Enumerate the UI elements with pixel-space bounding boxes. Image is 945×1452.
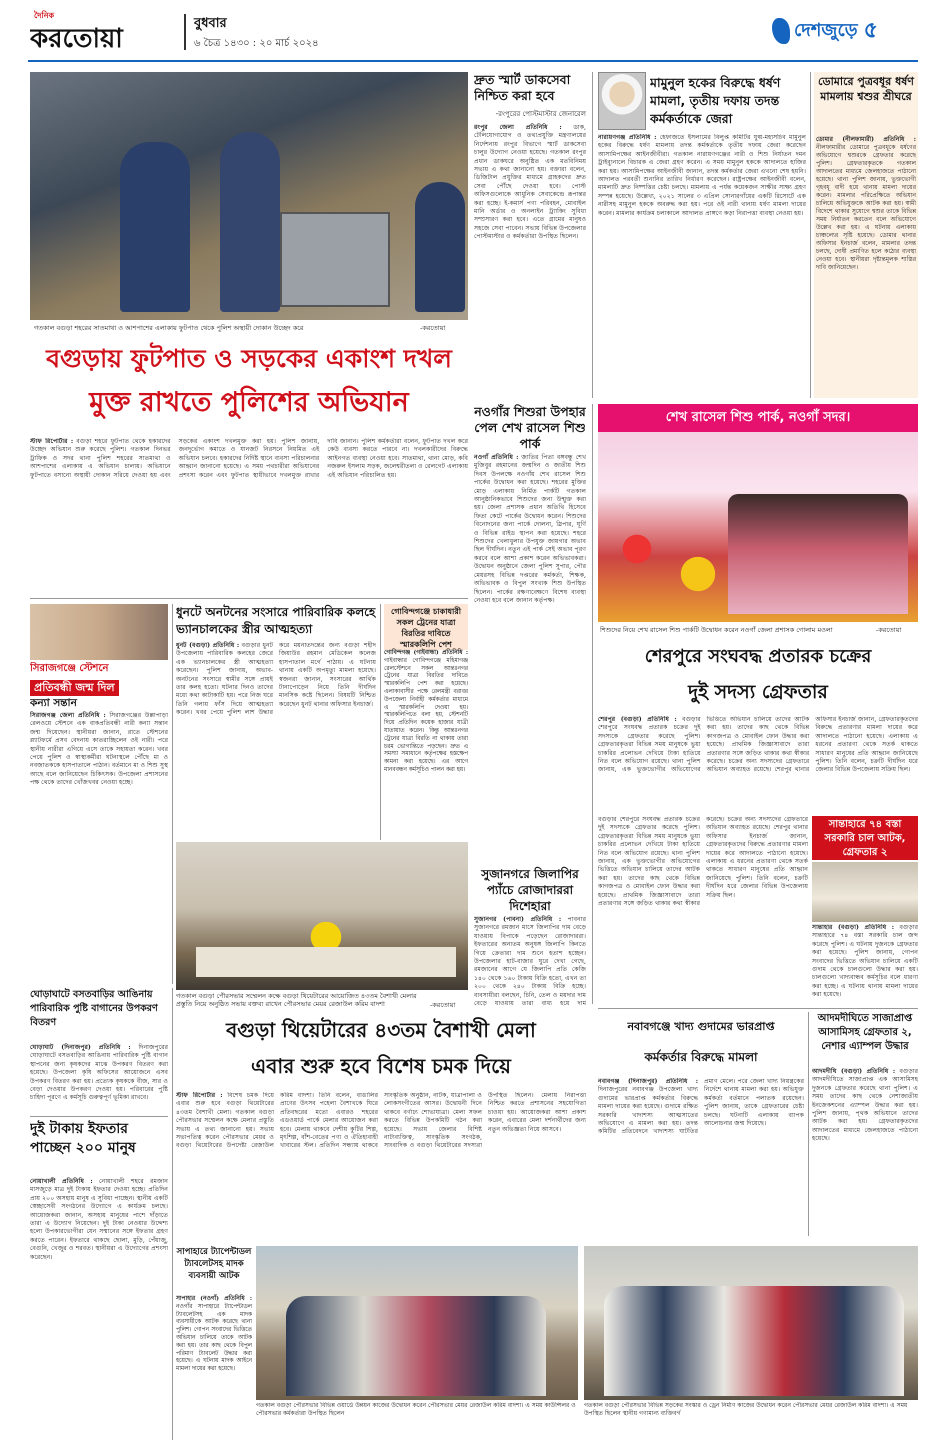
shwashur-article: [814, 72, 918, 398]
sherpur-byline: শেরপুর (বগুড়া) প্রতিনিধি :: [598, 716, 677, 723]
boishakhi-body-text: বিশেষ চমক দিয়ে এবার শুরু হবে বগুড়া থিয়েটারের ৪৩তম বৈশাখী মেলা। গতকাল বগুড়া পৌরসভার সম্মেলন কক্ষে মেলার প্রস্তুতি সভায় এ তথ্য জানানো হয়। সভায় সভাপতিত্ব করেন পৌরসভার মেয়র ও বগুড়া থিয়েটারের উপদেষ্টা রেজাউল করিম বাদশা। তিনি বলেন, বাঙালির প্রাণের উৎসব পহেলা বৈশাখকে ঘিরে প্রতিবছরের মতো এবারও শহরের এডওয়ার্ড পার্কে মেলার আয়োজন করা হবে। মেলায় থাকবে দেশীয় কুটির শিল্প, মৃৎশিল্প, বাঁশ-বেতের পণ্য ও ঐতিহ্যবাহী খাবারের স্টল। প্রতিদিন সন্ধ্যায় থাকবে সাংস্কৃতিক অনুষ্ঠান, নাটক, যাত্রাপালা ও লোকসংগীতের আসর। উদ্বোধনী দিনে থাকবে বর্ণাঢ্য শোভাযাত্রা। মেলা সফল করতে বিভিন্ন উপকমিটি গঠন করা হয়েছে। সভায় জেলার বিশিষ্ট নাট্যব্যক্তিত্ব, সাংস্কৃতিক সংগঠক, সাংবাদিক ও বগুড়া থিয়েটারের সদস্যরা উপস্থিত ছিলেন। মেলায় নিরাপত্তা নিশ্চিত করতে প্রশাসনের সহযোগিতা চাওয়া হয়। আয়োজকরা আশা প্রকাশ করেন, এবারের মেলা দর্শনার্থীদের জন্য নতুন অভিজ্ঞতা নিয়ে আসবে।: [176, 1092, 586, 1150]
lead-photo-caption: গতকাল বগুড়া শহরের সাতমাথা ও আশপাশের এলাকায় ফুটপাত থেকে পুলিশ অস্থায়ী দোকান উচ্ছেদ করে: [34, 324, 304, 332]
sherpur-headline-line2: দুই সদস্য গ্রেফতার: [688, 681, 828, 703]
meeting-photo: [176, 842, 468, 990]
sapahar-body: [176, 1296, 252, 1374]
lead-headline-line2: মুক্ত রাখতে পুলিশের অভিযান: [89, 387, 409, 418]
mamunul-body-text: হেফাজতে ইসলামের বিলুপ্ত কমিটির যুগ্ম-মহাসচিব মামুনুল হকের বিরুদ্ধে ধর্ষণ মামলায় তদন্ত কর্মকর্তাকে তৃতীয় দফায় জেরা করেছেন আসামিপক্ষের আইনজীবীরা। গতকাল নারায়ণগঞ্জের নারী ও শিশু নির্যাতন দমন ট্রাইব্যুনালে বিচারক এ জেরা গ্রহণ করেন। এ সময় মামুনুল হককে আদালতে হাজির করা হয়। আসামিপক্ষের আইনজীবী জানান, তদন্ত কর্মকর্তার জেরা এখনো শেষ হয়নি। আদালত পরবর্তী শুনানির তারিখ নির্ধারণ করেছেন। রাষ্ট্রপক্ষের আইনজীবী বলেন, মামলাটি দ্রুত নিষ্পত্তির চেষ্টা চলছে। মামলায় এ পর্যন্ত কয়েকজন সাক্ষীর সাক্ষ্য গ্রহণ সম্পন্ন হয়েছে। উল্লেখ্য, ২০২১ সালের ৩ এপ্রিল সোনারগাঁয়ের একটি রিসোর্টে এক নারীসহ মামুনুল হককে অবরুদ্ধ করা হয়। পরে ওই নারী থানায় ধর্ষণ মামলা দায়ের করেন। মামলার কার্যক্রম চলাকালে আদালত প্রাঙ্গণে কড়া নিরাপত্তা ব্যবস্থা নেওয়া হয়।: [598, 134, 806, 217]
police-figure: [415, 182, 465, 312]
adamdighi-body-text: বগুড়ার আদমদীঘিতে সাজাপ্রাপ্ত এক আসামিসহ দুজনকে গ্রেফতার করেছে থানা পুলিশ। এ সময় তাদের কাছ থেকে নেশাজাতীয় ইনজেকশনের এ্যাম্পল উদ্ধার করা হয়। পুলিশ জানায়, পৃথক অভিযানে তাদের আটক করা হয়। গ্রেফতারকৃতদের আদালতের মাধ্যমে জেলহাজতে পাঠানো হয়েছে।: [812, 1068, 918, 1143]
balloon-cluster: [612, 524, 662, 574]
station-article: [30, 662, 168, 982]
adamdighi-body: [812, 1068, 918, 1144]
iftar-article: [30, 1120, 168, 1440]
daksheba-body: [474, 124, 586, 242]
gobindaganj-body: [384, 650, 468, 775]
mamunul-body: [598, 134, 806, 398]
sherpur-body-text-cont: বগুড়ার শেরপুরে সংঘবদ্ধ প্রতারক চক্রের দুই সদস্যকে গ্রেফতার করেছে পুলিশ। গ্রেফতারকৃতরা বিভিন্ন সময় মানুষকে ভুয়া চাকরির প্রলোভন দেখিয়ে টাকা হাতিয়ে নিত বলে অভিযোগ রয়েছে। থানা পুলিশ জানায়, এক ভুক্তভোগীর অভিযোগের ভিত্তিতে অভিযান চালিয়ে তাদের আটক করা হয়। তাদের কাছ থেকে বিভিন্ন কাগজপত্র ও মোবাইল ফোন উদ্ধার করা হয়েছে। প্রাথমিক জিজ্ঞাসাবাদে তারা প্রতারণার সঙ্গে জড়িত থাকার কথা স্বীকার করেছে। চক্রের অন্য সদস্যদের গ্রেফতারে অভিযান অব্যাহত রয়েছে। শেরপুর থানার অফিসার ইনচার্জ জানান, গ্রেফতারকৃতদের বিরুদ্ধে প্রতারণার মামলা দায়ের করে আদালতে পাঠানো হয়েছে। এলাকায় এ ধরনের প্রতারণা থেকে সতর্ক থাকতে সাধারণ মানুষের প্রতি আহ্বান জানিয়েছে পুলিশ। তিনি বলেন, চক্রটি দীর্ঘদিন ধরে জেলার বিভিন্ন উপজেলায় সক্রিয় ছিল।: [598, 816, 808, 908]
meeting-photo-credit: -করতোয়া: [430, 1001, 456, 1009]
park-banner: শেখ রাসেল শিশু পার্ক, নওগাঁ সদর।: [598, 404, 918, 432]
station-body: [30, 712, 168, 788]
mamunul-headline: মামুনুল হকের বিরুদ্ধে ধর্ষণ মামলা, তৃতীয় দফায় তদন্ত কর্মকর্তাকে জেরা: [650, 75, 781, 126]
shwashur-byline: ডোমার (নীলফামারী) প্রতিনিধি :: [816, 136, 916, 143]
mamunul-byline: নারায়ণগঞ্জ প্রতিনিধি :: [598, 134, 657, 141]
santahar-body: [812, 924, 918, 1004]
sapahar-headline: সাপাহারে ট্যাপেন্টাডল ট্যাবলেটসহ মাদক ব্যবসায়ী আটক: [176, 1247, 252, 1281]
station-body-text: সিরাজগঞ্জের উল্লাপাড়া রেলওয়ে স্টেশনে এক বাকপ্রতিবন্ধী নারী কন্যা সন্তান জন্ম দিয়েছেন। স্থানীয়রা জানান, রাতে স্টেশনের প্ল্যাটফর্মে প্রসব বেদনায় কাতরাচ্ছিলেন ওই নারী। পরে স্থানীয় নারীরা এগিয়ে এসে তাকে সহায়তা করেন। খবর পেয়ে পুলিশ ও স্বাস্থ্যকর্মীরা ঘটনাস্থলে পৌঁছে মা ও নবজাতককে হাসপাতালে পাঠান। বর্তমানে মা ও শিশু সুস্থ আছে বলে জানিয়েছেন চিকিৎসক। উপজেলা প্রশাসনের পক্ষ থেকে তাদের খোঁজখবর নেওয়া হচ্ছে।: [30, 712, 168, 787]
sherpur-headline-line1: শেরপুরে সংঘবদ্ধ প্রতারক চক্রের: [644, 646, 872, 667]
naogaon-article: [474, 404, 586, 860]
daksheba-byline: রংপুর জেলা প্রতিনিধি :: [474, 124, 562, 131]
lead-body-text: বগুড়া শহরে ফুটপাত থেকে হকারদের উচ্ছেদ অভিযান শুরু করেছে পুলিশ। গতকাল দিনভর ট্রাফিক ও সদর থানা পুলিশ শহরের সাতমাথা ও আশপাশের এলাকায় এ অভিযান চালায়। অভিযানে ফুটপাতে বসানো অস্থায়ী দোকান সরিয়ে দেওয়া হয় এবং সড়কের একাংশ দখলমুক্ত করা হয়। পুলিশ জানায়, জনদুর্ভোগ কমাতে ও যানজট নিরসনে নিয়মিত এই অভিযান চলবে। হকারদের নির্দিষ্ট স্থানে ব্যবসা পরিচালনার আহ্বান জানানো হয়েছে। এ সময় পথচারীরা অভিযানের প্রশংসা করেন এবং ফুটপাত স্থায়ীভাবে দখলমুক্ত রাখার দাবি জানান। পুলিশ কর্মকর্তারা বলেন, ফুটপাত দখল করে কেউ ব্যবসা করতে পারবে না। দখলকারীদের বিরুদ্ধে আইনগত ব্যবস্থা নেওয়া হবে। সাতমাথা, থানা মোড়, কবি নজরুল ইসলাম সড়ক, জলেশ্বরীতলা ও রেলগেট এলাকায় এই অভিযান পরিচালিত হয়।: [30, 438, 468, 479]
adamdighi-article: [812, 1012, 918, 1236]
meeting-table: [196, 947, 456, 977]
santahar-headline: সান্তাহারে ৭৪ বস্তা সরকারি চাল আটক, গ্রেফতার ২: [812, 816, 918, 860]
adamdighi-byline: আদমদীঘি (বগুড়া) প্রতিনিধি :: [812, 1068, 896, 1075]
jilapi-body: [474, 916, 586, 1004]
rice-sacks-photo: [812, 862, 918, 922]
santahar-body-text: বগুড়ার সান্তাহারে ৭৪ বস্তা সরকারি চাল জব্দ করেছে পুলিশ। এ ঘটনায় দুজনকে গ্রেফতার করা হয়েছে। পুলিশ জানায়, গোপন সংবাদের ভিত্তিতে অভিযান চালিয়ে একটি গুদাম থেকে চালগুলো উদ্ধার করা হয়। চালগুলো খাদ্যবান্ধব কর্মসূচির বলে ধারণা করা হচ্ছে। এ ঘটনায় থানায় মামলা দায়ের করা হয়েছে।: [812, 924, 918, 999]
sapahar-body-text: নওগাঁর সাপাহারে ট্যাপেন্টাডল ট্যাবলেটসহ এক মাদক ব্যবসায়ীকে আটক করেছে থানা পুলিশ। গোপন সংবাদের ভিত্তিতে অভিযান চালিয়ে তাকে আটক করা হয়। তার কাছ থেকে বিপুল পরিমাণ ট্যাবলেট উদ্ধার করা হয়েছে। এ ঘটনায় মাদক আইনে মামলা দায়ের করা হয়েছে।: [176, 1303, 252, 1373]
boishakhi-headline-line1: বগুড়া থিয়েটারের ৪৩তম বৈশাখী মেলা: [226, 1018, 536, 1042]
dhunot-headline: ধুনটে অনটনের সংসারে পারিবারিক কলহে ভ্যানচালকের স্ত্রীর আত্মহত্যা: [176, 605, 376, 636]
boishakhi-body: [176, 1092, 586, 1242]
boishakhi-byline: স্টাফ রিপোর্টার :: [176, 1092, 223, 1099]
iftar-body: [30, 1178, 168, 1262]
lead-byline: স্টাফ রিপোর্টার :: [30, 438, 74, 445]
nababganj-headline: [598, 1012, 804, 1076]
bottom-photo-1: [256, 1246, 578, 1400]
ghoraghat-body-text: দিনাজপুরের ঘোড়াঘাটে বসতবাড়ির আঙিনায় পারিবারিক পুষ্টি বাগান স্থাপনের জন্য কৃষকদের মাঝে উপকরণ বিতরণ করা হয়েছে। উপজেলা কৃষি অফিসের আয়োজনে এসব উপকরণ বিতরণ করা হয়। প্রত্যেক কৃষককে বীজ, সার ও বেড়া দেওয়ার উপকরণ দেওয়া হয়। পরিবারের পুষ্টি চাহিদা পূরণে এ কর্মসূচি গুরুত্বপূর্ণ ভূমিকা রাখবে।: [30, 1044, 168, 1102]
weekday: বুধবার: [194, 16, 227, 31]
gobindaganj-headline: গোবিন্দগঞ্জে চাকাধারী সকল ট্রেনের যাত্রা বিরতির দাবিতে স্মারকলিপি পেশ: [384, 604, 468, 650]
ghoraghat-article: [30, 988, 168, 1114]
jilapi-byline: সুজানগর (পাবনা) প্রতিনিধি :: [474, 916, 562, 923]
adamdighi-headline: আদমদীঘিতে সাজাপ্রাপ্ত আসামিসহ গ্রেফতার ২, নেশার এ্যাম্পল উদ্ধার: [817, 1013, 913, 1052]
bottom-photo-2: [584, 1246, 918, 1400]
nababganj-headline-line1: নবাবগঞ্জে খাদ্য গুদামের ভারপ্রাপ্ত: [627, 1020, 775, 1033]
ghoraghat-body: [30, 1044, 168, 1112]
paper-logo-small: দৈনিক: [34, 11, 55, 20]
people-group: [286, 1296, 546, 1396]
vendor-cart: [280, 212, 390, 307]
boishakhi-headline: [176, 1012, 586, 1092]
gobindaganj-article: [384, 604, 468, 840]
park-photo: [598, 404, 918, 622]
daksheba-article: [474, 72, 586, 398]
section-name: দেশজুড়ে: [794, 19, 858, 41]
bottom-photo-1-caption: গতকাল বগুড়া পৌরসভার বিভিন্ন ওয়ার্ডে উন্নয়ন কাজের উদ্বোধন করেন পৌরসভার মেয়র রেজাউল করিম বাদশা। এ সময় কাউন্সিলর ও পৌরসভার কর্মকর্তারা উপস্থিত ছিলেন: [256, 1402, 576, 1417]
jilapi-headline: সুজানগরে জিলাপির প্যাঁচে রোজাদাররা দিশেহারা: [481, 867, 579, 913]
lead-headline: [30, 338, 468, 434]
ghoraghat-byline: ঘোড়াঘাট (দিনাজপুর) প্রতিনিধি :: [30, 1044, 131, 1051]
paper-logo: [30, 10, 180, 56]
naogaon-headline: নওগাঁর শিশুরা উপহার পেল শেখ রাসেল শিশু পার্ক: [474, 404, 586, 451]
shwashur-body: [816, 136, 916, 272]
issue-date: ৬ চৈত্র ১৪৩০ : ২০ মার্চ ২০২৪: [194, 38, 319, 49]
park-photo-credit: -করতোয়া: [876, 626, 902, 634]
ghoraghat-headline: ঘোড়াঘাটে বসতবাড়ির আঙিনায় পারিবারিক পুষ্টি বাগানের উপকরণ বিতরণ: [30, 989, 158, 1028]
shwashur-headline: ডোমারে পুত্রবধূর ধর্ষণ মামলায় শ্বশুর শ্রীঘরে: [818, 75, 914, 103]
meeting-photo-caption: গতকাল বগুড়া পৌরসভার সম্মেলন কক্ষে বগুড়া থিয়েটারের আয়োজিত ৪৩তম বৈশাখী মেলার প্রস্তুতি নিয়ে অনুষ্ঠিত সভায় বক্তব্য রাখেন পৌরসভার মেয়র রেজাউল করিম বাদশা: [176, 992, 417, 1008]
bottom-photo-2-caption: গতকাল বগুড়া পৌরসভার বিভিন্ন সড়কের সংস্কার ও ড্রেন নির্মাণ কাজের উদ্বোধন করেন পৌরসভার মেয়র রেজাউল করিম বাদশা। এ সময় উপস্থিত ছিলেন স্থানীয় গণ্যমান্য ব্যক্তিবর্গ: [584, 1402, 908, 1417]
naogaon-body: [474, 454, 586, 605]
section-title: [772, 12, 912, 50]
police-figure: [120, 142, 190, 312]
mamunul-portrait: [598, 72, 646, 130]
naogaon-byline: নওগাঁ প্রতিনিধি :: [474, 454, 519, 461]
lead-photo: [30, 72, 468, 320]
mamunul-article: [598, 72, 806, 398]
lead-article-body: [30, 438, 468, 594]
people-group: [604, 1286, 904, 1396]
boishakhi-headline-line2: এবার শুরু হবে বিশেষ চমক দিয়ে: [251, 1054, 511, 1078]
nababganj-headline-line2: কর্মকর্তার বিরুদ্ধে মামলা: [644, 1050, 758, 1064]
station-headline: প্রতিবন্ধী জন্ম দিল: [30, 680, 119, 696]
jilapi-article: [474, 866, 586, 1006]
santahar-byline: সান্তাহার (বগুড়া) প্রতিনিধি :: [812, 924, 895, 931]
bangladesh-map-icon: [772, 18, 790, 44]
police-figure: [220, 132, 280, 312]
iftar-body-text: নোয়াখালী শহরে রমজান মাসজুড়ে মাত্র দুই টাকায় ইফতার দেওয়া হচ্ছে। প্রতিদিন প্রায় ২০০ অসহায় মানুষ এ সুবিধা পাচ্ছেন। স্থানীয় একটি স্বেচ্ছাসেবী সংগঠনের উদ্যোগে এ কার্যক্রম চলছে। আয়োজকরা জানান, অসহায় মানুষের পাশে দাঁড়াতে তারা এ উদ্যোগ নিয়েছেন। দুই টাকা নেওয়ার উদ্দেশ্য হলো উপকারভোগীরা যেন সম্মানের সঙ্গে ইফতার গ্রহণ করতে পারেন। ইফতারে থাকছে ছোলা, মুড়ি, পেঁয়াজু, বেগুনি, খেজুর ও শরবত। স্থানীয়রা এ উদ্যোগের প্রশংসা করেছেন।: [30, 1178, 168, 1261]
nababganj-body-text: দিনাজপুরের নবাবগঞ্জ উপজেলা খাদ্য গুদামের ভারপ্রাপ্ত কর্মকর্তার বিরুদ্ধে মামলা দায়ের করা হয়েছে। গুদামে রক্ষিত সরকারি খাদ্যশস্য আত্মসাতের অভিযোগে এ মামলা করা হয়। তদন্ত কমিটির প্রতিবেদনে খাদ্যশস্য ঘাটতির প্রমাণ মেলে। পরে জেলা খাদ্য নিয়ন্ত্রকের নির্দেশে থানায় মামলা করা হয়। অভিযুক্ত কর্মকর্তা বর্তমানে পলাতক রয়েছেন। পুলিশ জানায়, তাকে গ্রেফতারের চেষ্টা চলছে। ঘটনাটি এলাকায় ব্যাপক আলোচনার জন্ম দিয়েছে।: [598, 1078, 804, 1136]
dhunot-body: [176, 642, 376, 838]
naogaon-body-text: জাতির পিতা বঙ্গবন্ধু শেখ মুজিবুর রহমানের জন্মদিন ও জাতীয় শিশু দিবস উপলক্ষে নওগাঁয় শেখ রাসেল শিশু পার্কের উদ্বোধন করা হয়েছে। শহরের মুক্তির মোড় এলাকায় নির্মিত পার্কটি গতকাল আনুষ্ঠানিকভাবে শিশুদের জন্য উন্মুক্ত করা হয়। জেলা প্রশাসক প্রধান অতিথি হিসেবে ফিতা কেটে পার্কের উদ্বোধন করেন। শিশুদের বিনোদনের জন্য পার্কে দোলনা, স্লিপার, ঘূর্ণি ও বিভিন্ন রাইড স্থাপন করা হয়েছে। শহরে শিশুদের খেলাধুলার উপযুক্ত জায়গার অভাব ছিল দীর্ঘদিন। নতুন এই পার্ক সেই অভাব পূরণ করবে বলে আশা প্রকাশ করেন অভিভাবকরা। উদ্বোধন অনুষ্ঠানে জেলা পুলিশ সুপার, পৌর মেয়রসহ বিভিন্ন দপ্তরের কর্মকর্তা, শিক্ষক, অভিভাবক ও বিপুল সংখ্যক শিশু উপস্থিত ছিলেন। পার্কের রক্ষণাবেক্ষণে বিশেষ ব্যবস্থা নেওয়া হবে বলে জানান কর্তৃপক্ষ।: [474, 454, 586, 604]
lead-photo-credit: -করতোয়া: [420, 324, 446, 332]
station-photo: [30, 604, 168, 660]
station-label: সিরাজগঞ্জে স্টেশনে: [30, 663, 109, 674]
station-subhead: কন্যা সন্তান: [30, 697, 77, 709]
crowd: [728, 494, 908, 614]
sherpur-headline: [598, 640, 918, 714]
sapahar-article: [176, 1246, 252, 1442]
sherpur-body: [598, 716, 918, 814]
sherpur-body-text: বগুড়ার শেরপুরে সংঘবদ্ধ প্রতারক চক্রের দুই সদস্যকে গ্রেফতার করেছে পুলিশ। গ্রেফতারকৃতরা বিভিন্ন সময় মানুষকে ভুয়া চাকরির প্রলোভন দেখিয়ে টাকা হাতিয়ে নিত বলে অভিযোগ রয়েছে। থানা পুলিশ জানায়, এক ভুক্তভোগীর অভিযোগের ভিত্তিতে অভিযান চালিয়ে তাদের আটক করা হয়। তাদের কাছ থেকে বিভিন্ন কাগজপত্র ও মোবাইল ফোন উদ্ধার করা হয়েছে। প্রাথমিক জিজ্ঞাসাবাদে তারা প্রতারণার সঙ্গে জড়িত থাকার কথা স্বীকার করেছে। চক্রের অন্য সদস্যদের গ্রেফতারে অভিযান অব্যাহত রয়েছে। শেরপুর থানার অফিসার ইনচার্জ জানান, গ্রেফতারকৃতদের বিরুদ্ধে প্রতারণার মামলা দায়ের করে আদালতে পাঠানো হয়েছে। এলাকায় এ ধরনের প্রতারণা থেকে সতর্ক থাকতে সাধারণ মানুষের প্রতি আহ্বান জানিয়েছে পুলিশ। তিনি বলেন, চক্রটি দীর্ঘদিন ধরে জেলার বিভিন্ন উপজেলায় সক্রিয় ছিল।: [598, 716, 918, 774]
masthead: [0, 0, 945, 66]
daksheba-headline: দ্রুত স্মার্ট ডাকসেবা নিশ্চিত করা হবে: [474, 72, 571, 103]
gobindaganj-body-text: গাইবান্ধার গোবিন্দগঞ্জে মহিমাগঞ্জ রেলস্টেশনে সকল আন্তঃনগর ট্রেনের যাত্রা বিরতির দাবিতে স্মারকলিপি পেশ করা হয়েছে। এলাকাবাসীর পক্ষে রেলমন্ত্রী বরাবর উপজেলা নির্বাহী কর্মকর্তার মাধ্যমে এ স্মারকলিপি দেওয়া হয়। স্মারকলিপিতে বলা হয়, স্টেশনটি দিয়ে প্রতিদিন কয়েক হাজার যাত্রী যাতায়াত করেন। কিন্তু আন্তঃনগর ট্রেনের যাত্রা বিরতি না থাকায় তারা চরম ভোগান্তিতে পড়ছেন। দ্রুত এ সমস্যা সমাধানে কর্তৃপক্ষের হস্তক্ষেপ কামনা করা হয়েছে। এর আগে মানববন্ধন কর্মসূচিও পালন করা হয়।: [384, 657, 468, 773]
sapahar-byline: সাপাহার (নওগাঁ) প্রতিনিধি :: [176, 1296, 252, 1302]
dhunot-body-text: বগুড়ার ধুনট উপজেলায় পারিবারিক কলহের জেরে এক ভ্যানচালকের স্ত্রী আত্মহত্যা করেছেন। পুলিশ জানায়, অভাব-অনটনের সংসারে স্বামীর সঙ্গে প্রায়ই তার কলহ হতো। ঘটনার দিনও তাদের মধ্যে কথা কাটাকাটি হয়। পরে নিজ ঘরে তিনি গলায় ফাঁস দিয়ে আত্মহত্যা করেন। খবর পেয়ে পুলিশ লাশ উদ্ধার করে ময়নাতদন্তের জন্য বগুড়া শহীদ জিয়াউর রহমান মেডিকেল কলেজ হাসপাতাল মর্গে পাঠায়। এ ঘটনায় থানায় একটি অপমৃত্যু মামলা হয়েছে। স্বজনরা জানান, সংসারের আর্থিক টানাপোড়েন নিয়ে তিনি দীর্ঘদিন মানসিক কষ্টে ছিলেন। বিষয়টি নিশ্চিত করেছেন ধুনট থানার অফিসার ইনচার্জ।: [176, 642, 376, 717]
dhunot-article: [176, 604, 376, 840]
dhunot-byline: ধুনট (বগুড়া) প্রতিনিধি :: [176, 642, 240, 649]
gobindaganj-byline: গোবিন্দগঞ্জ (গাইবান্ধা) প্রতিনিধি :: [384, 650, 468, 656]
park-photo-caption: শিশুদের নিয়ে শেখ রাসেল শিশু পার্কটি উদ্বোধন করেন নওগাঁ জেলা প্রশাসক গোলাম মওলা: [600, 626, 833, 634]
balloon-cluster: [668, 544, 728, 604]
page-number: ৫: [863, 17, 878, 43]
lead-headline-line1: বগুড়ায় ফুটপাত ও সড়কের একাংশ দখল: [46, 344, 452, 373]
shwashur-body-text: নীলফামারীর ডোমারে পুত্রবধূকে ধর্ষণের অভিযোগে শ্বশুরকে গ্রেফতার করেছে পুলিশ। গ্রেফতারকৃতকে গতকাল আদালতের মাধ্যমে জেলহাজতে পাঠানো হয়েছে। থানা পুলিশ জানায়, ভুক্তভোগী গৃহবধূ বাদী হয়ে থানায় মামলা দায়ের করেন। মামলার পরিপ্রেক্ষিতে অভিযান চালিয়ে অভিযুক্তকে আটক করা হয়। স্বামী বিদেশে থাকার সুযোগে শ্বশুর তাকে বিভিন্ন সময় নির্যাতন করতেন বলে অভিযোগে উল্লেখ করা হয়। এ ঘটনায় এলাকায় চাঞ্চল্যের সৃষ্টি হয়েছে। ডোমার থানার অফিসার ইনচার্জ বলেন, মামলার তদন্ত চলছে, দোষী প্রমাণিত হলে কঠোর ব্যবস্থা নেওয়া হবে। স্থানীয়রা দৃষ্টান্তমূলক শাস্তির দাবি জানিয়েছেন।: [816, 144, 916, 271]
daksheba-body-text: ডাক, টেলিযোগাযোগ ও তথ্যপ্রযুক্তি মন্ত্রণালয়ের নির্দেশনায় রংপুর বিভাগে স্মার্ট ডাকসেবা চালুর উদ্যোগ নেওয়া হয়েছে। গতকাল রংপুর প্রধান ডাকঘরে অনুষ্ঠিত এক মতবিনিময় সভায় এ কথা জানানো হয়। বক্তারা বলেন, ডিজিটাল প্রযুক্তির মাধ্যমে গ্রাহকদের দ্রুত সেবা পৌঁছে দেওয়া হবে। পোস্ট অফিসগুলোকে আধুনিক সেবাকেন্দ্রে রূপান্তর করা হচ্ছে। ই-কমার্স পণ্য পরিবহন, মোবাইল মানি অর্ডার ও অনলাইন ট্র্যাকিং সুবিধা সম্প্রসারণ করা হবে। এতে গ্রামের মানুষও সহজে সেবা পাবেন। সভায় বিভিন্ন উপজেলার পোস্টমাস্টার ও কর্মকর্তারা উপস্থিত ছিলেন।: [474, 124, 586, 241]
iftar-headline: দুই টাকায় ইফতার পাচ্ছেন ২০০ মানুষ: [30, 1121, 136, 1156]
sherpur-body-cont: [598, 816, 808, 1004]
station-byline: সিরাজগঞ্জ জেলা প্রতিনিধি :: [30, 712, 106, 719]
nababganj-byline: নবাবগঞ্জ (দিনাজপুর) প্রতিনিধি :: [598, 1078, 698, 1085]
paper-logo-name: করতোয়া: [30, 24, 123, 54]
iftar-byline: নোয়াখালী প্রতিনিধি :: [30, 1178, 93, 1185]
daksheba-reporter: -রংপুরের পোস্টমাস্টার জেনারেল: [495, 110, 586, 118]
jilapi-body-text: পাবনার সুজানগরে রমজান মাসে জিলাপির দাম বেড়ে যাওয়ায় বিপাকে পড়েছেন রোজাদাররা। ইফতারের অন্যতম অনুষঙ্গ জিলাপি কিনতে গিয়ে ক্রেতারা দাম শুনে হতাশ হচ্ছেন। উপজেলার হাট-বাজার ঘুরে দেখা গেছে, রমজানের আগে যে জিলাপি প্রতি কেজি ১৪০ থেকে ১৬০ টাকায় বিক্রি হতো, এখন তা ২০০ থেকে ২৪০ টাকায় বিক্রি হচ্ছে। ব্যবসায়ীরা বলছেন, চিনি, তেল ও ময়দার দাম বেড়ে যাওয়ায় তারা বাধ্য হয়ে দাম: [474, 916, 586, 1006]
nababganj-body: [598, 1078, 804, 1234]
